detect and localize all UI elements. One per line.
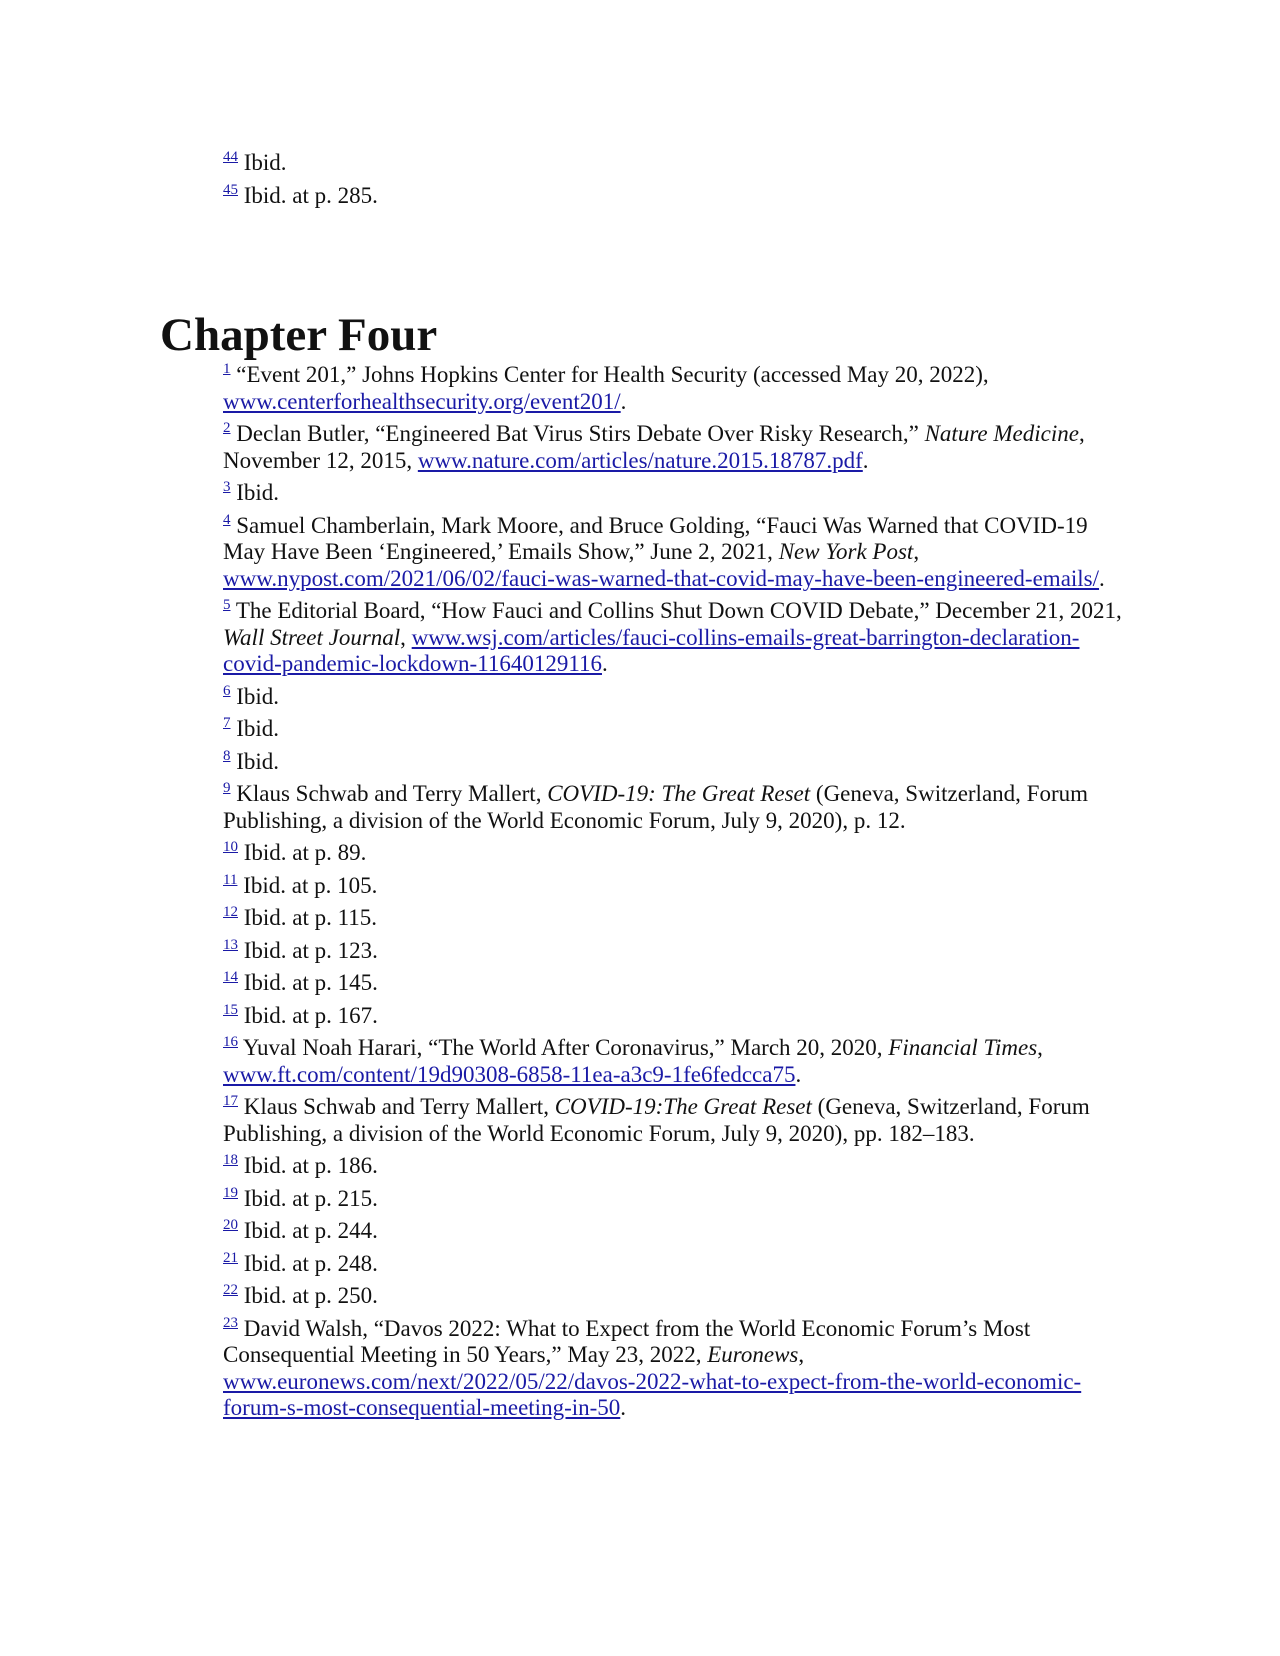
footnote-ref[interactable]: 45: [223, 181, 238, 198]
note-text: Ibid.: [236, 480, 280, 505]
footnote-ref[interactable]: 3: [223, 479, 231, 495]
publication-title: Wall Street Journal: [223, 624, 401, 650]
footnote-ref[interactable]: 15: [223, 1001, 238, 1018]
endnote: [223, 1035, 1123, 1088]
note-punctuation: .: [1099, 565, 1105, 591]
note-text: Klaus Schwab and Terry Mallert,: [243, 1094, 555, 1119]
note-punctuation: .: [795, 1061, 802, 1087]
footnote-ref[interactable]: 12: [223, 904, 238, 920]
note-text: (Geneva, Switzerland, Forum Publishing, a division of the World Economic Forum, July 9, 2020), p. 12.: [223, 781, 1088, 833]
note-text: The Editorial Board, “How Fauci and Collins Shut Down COVID Debate,” December 21, 2021,: [235, 598, 1122, 623]
publication-title: Financial Times: [888, 1035, 1038, 1060]
endnote: [223, 840, 1123, 867]
footnote-ref[interactable]: 14: [223, 969, 238, 985]
note-punctuation: .: [620, 1395, 627, 1420]
endnote: [223, 1283, 1123, 1310]
endnote: [223, 1153, 1123, 1180]
footnote-ref[interactable]: 21: [223, 1249, 238, 1266]
note-text: Ibid. at p. 250.: [243, 1283, 378, 1308]
note-text: Ibid. at p. 248.: [243, 1250, 378, 1276]
publication-title: Nature Medicine: [924, 421, 1079, 446]
endnote: [223, 1094, 1123, 1147]
footnote-ref[interactable]: 11: [223, 871, 238, 888]
endnote: [223, 1316, 1123, 1422]
note-text: ,: [1037, 1035, 1043, 1060]
citation-link[interactable]: www.ft.com/content/19d90308-6858-11ea-a3c9-1fe6fedcca75: [223, 1061, 796, 1087]
footnote-ref[interactable]: 2: [223, 420, 231, 436]
citation-link[interactable]: www.wsj.com/articles/fauci-collins-emails-great-barrington-declaration-covid-pandemic-lockdown-11640129116: [223, 624, 1080, 676]
note-text: Klaus Schwab and Terry Mallert,: [236, 781, 548, 806]
endnote: [223, 781, 1123, 834]
publication-title: New York Post: [778, 539, 914, 564]
footnote-ref[interactable]: 17: [223, 1093, 238, 1109]
endnote: [223, 1186, 1123, 1213]
note-text: Ibid. at p. 115.: [243, 905, 378, 930]
footnote-ref[interactable]: 22: [223, 1282, 238, 1298]
endnote: [223, 1003, 1123, 1030]
note-text: “Event 201,” Johns Hopkins Center for Health Security (accessed May 20, 2022),: [236, 362, 989, 387]
note-text: Ibid.: [236, 683, 280, 709]
note-text: Yuval Noah Harari, “The World After Coronavirus,” March 20, 2020,: [242, 1035, 889, 1060]
footnote-ref[interactable]: 19: [223, 1184, 238, 1201]
note-text: Ibid.: [236, 716, 280, 741]
endnote: [223, 150, 1123, 177]
endnote: [223, 938, 1123, 965]
note-punctuation: .: [620, 388, 627, 414]
note-text: David Walsh, “Davos 2022: What to Expect from the World Economic Forum’s Most Consequential Meeting in 50 Years,” May 23, 2022,: [223, 1315, 1031, 1367]
endnote: [223, 421, 1123, 474]
endnote: [223, 183, 1123, 210]
note-text: Ibid.: [243, 150, 287, 175]
note-text: Ibid.: [236, 748, 280, 774]
footnote-ref[interactable]: 44: [223, 149, 238, 165]
note-text: Ibid. at p. 186.: [243, 1153, 378, 1178]
note-text: Declan Butler, “Engineered Bat Virus Stirs Debate Over Risky Research,”: [236, 421, 925, 446]
footnote-ref[interactable]: 13: [223, 936, 238, 953]
citation-link[interactable]: www.euronews.com/next/2022/05/22/davos-2022-what-to-expect-from-the-world-economic-forum-s-most-consequential-meeting-in-50: [223, 1368, 1082, 1420]
footnote-ref[interactable]: 10: [223, 839, 238, 855]
footnote-ref[interactable]: 1: [223, 361, 231, 377]
note-text: (Geneva, Switzerland, Forum Publishing, a division of the World Economic Forum, July 9, 2020), pp. 182–183.: [223, 1094, 1090, 1146]
citation-link[interactable]: www.centerforhealthsecurity.org/event201/: [223, 388, 621, 414]
footnote-ref[interactable]: 7: [223, 715, 231, 731]
endnote: [223, 684, 1123, 711]
note-text: ,: [798, 1342, 805, 1367]
footnote-ref[interactable]: 4: [223, 511, 231, 528]
footnote-ref[interactable]: 6: [223, 682, 231, 699]
footnote-ref[interactable]: 8: [223, 747, 231, 764]
endnote: [223, 1218, 1123, 1245]
footnote-ref[interactable]: 5: [223, 597, 231, 613]
endnote: [223, 513, 1123, 593]
footnote-ref[interactable]: 23: [223, 1314, 238, 1331]
note-text: Ibid. at p. 167.: [243, 1002, 378, 1028]
note-text: ,: [913, 539, 920, 564]
publication-title: Euronews: [707, 1342, 799, 1367]
note-text: Ibid. at p. 244.: [243, 1218, 378, 1243]
endnote: [223, 598, 1123, 678]
endnote: [223, 362, 1123, 415]
note-text: Samuel Chamberlain, Mark Moore, and Bruce Golding, “Fauci Was Warned that COVID-19 May Have Been ‘Engineered,’ Emails Show,” June 2, 2021,: [223, 512, 1088, 564]
note-text: Ibid. at p. 285.: [243, 182, 378, 208]
footnote-ref[interactable]: 20: [223, 1217, 238, 1233]
endnote: [223, 1251, 1123, 1278]
chapter-title: Chapter Four: [160, 309, 438, 361]
publication-title: COVID-19:The Great Reset: [554, 1094, 812, 1119]
endnote: [223, 716, 1123, 743]
note-text: ,: [400, 624, 412, 650]
note-text: Ibid. at p. 145.: [243, 970, 378, 995]
note-text: , November 12, 2015,: [223, 421, 1085, 473]
note-punctuation: .: [601, 651, 608, 676]
footnote-ref[interactable]: 18: [223, 1152, 238, 1168]
note-text: Ibid. at p. 105.: [243, 872, 378, 898]
note-punctuation: .: [862, 447, 869, 473]
citation-link[interactable]: www.nypost.com/2021/06/02/fauci-was-warned-that-covid-may-have-been-engineered-emails/: [223, 565, 1100, 591]
footnote-ref[interactable]: 9: [223, 780, 231, 796]
note-text: Ibid. at p. 123.: [243, 937, 378, 963]
footnote-ref[interactable]: 16: [223, 1034, 238, 1050]
publication-title: COVID-19: The Great Reset: [547, 781, 811, 806]
endnote: [223, 905, 1123, 932]
endnote: [223, 970, 1123, 997]
endnote: [223, 749, 1123, 776]
note-text: Ibid. at p. 89.: [243, 840, 367, 865]
endnote: [223, 873, 1123, 900]
endnotes-list: [223, 362, 1123, 1428]
endnote: [223, 480, 1123, 507]
previous-chapter-notes: [223, 150, 1123, 215]
note-text: Ibid. at p. 215.: [243, 1185, 378, 1211]
citation-link[interactable]: www.nature.com/articles/nature.2015.18787.pdf: [417, 447, 863, 473]
